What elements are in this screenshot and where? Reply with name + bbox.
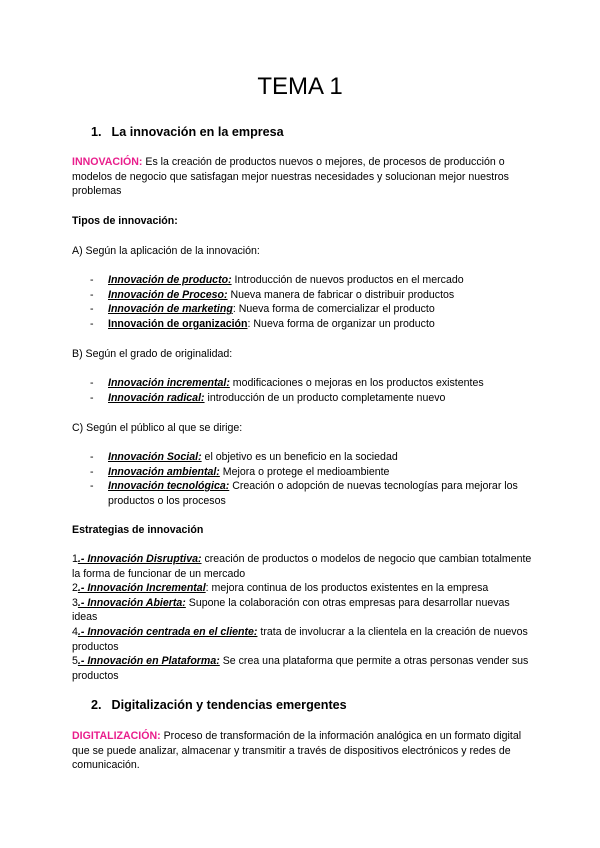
- list-item-term: Innovación de Proceso:: [108, 288, 228, 301]
- section-2-number: 2.: [91, 698, 102, 712]
- list-item-desc: Nueva manera de fabricar o distribuir productos: [227, 288, 455, 301]
- list-item-term: Innovación ambiental:: [108, 465, 220, 478]
- types-heading: Tipos de innovación:: [72, 215, 178, 227]
- section-2-title: Digitalización y tendencias emergentes: [111, 698, 347, 712]
- group-b-list: [0, 376, 520, 405]
- strategy-number: 3: [72, 596, 78, 609]
- list-item-desc: : Nueva forma de comercializar el producto: [232, 303, 435, 316]
- strategy-desc: Supone la colaboración con otras empresas para desarrollar nuevas ideas: [72, 596, 510, 624]
- list-item-term: Innovación tecnológica:: [108, 480, 230, 493]
- list-item-desc: el objetivo es un beneficio en la sociedad: [201, 451, 398, 463]
- page-title: TEMA 1: [257, 73, 343, 100]
- list-item: [0, 273, 520, 288]
- innovacion-definition-text: Es la creación de productos nuevos o mejores, de procesos de producción o modelos de negocio que satisfagan mejor nuestras necesidades y solucionan mejor nuestros problemas: [72, 156, 509, 198]
- list-item: [0, 465, 520, 480]
- section-1-title: La innovación en la empresa: [111, 125, 284, 139]
- strategy-number: 1: [72, 553, 78, 565]
- list-item-desc: introducción de un producto completamente nuevo: [204, 391, 446, 404]
- section-1-number: 1.: [91, 125, 102, 139]
- list-item-term: Innovación incremental:: [108, 377, 230, 389]
- strategy-item: [72, 596, 532, 625]
- list-item: [0, 288, 520, 303]
- strategy-term: .- Innovación Incremental: [77, 582, 206, 595]
- strategy-number: 4: [72, 625, 78, 638]
- list-item-desc: modificaciones o mejoras en los productos existentes: [229, 377, 484, 389]
- list-item-desc: : Nueva forma de organizar un producto: [247, 317, 435, 330]
- digitalizacion-keyword: DIGITALIZACIÓN:: [72, 730, 161, 742]
- strategy-desc: trata de involucrar a la clientela en la creación de nuevos productos: [72, 625, 528, 653]
- list-item-term: Innovación radical:: [108, 391, 205, 404]
- digitalizacion-definition-text: Proceso de transformación de la información analógica en un formato digital que se puede analizar, almacenar y transmitir a través de dispositivos electrónicos y redes de comunicación.: [72, 730, 522, 772]
- strategy-item: [72, 581, 532, 596]
- list-item-term: Innovación de organización: [108, 317, 248, 330]
- digitalizacion-definition: [72, 729, 532, 773]
- list-item: [0, 391, 520, 406]
- list-item: [0, 376, 520, 391]
- innovacion-keyword: INNOVACIÓN:: [72, 156, 143, 168]
- group-c-list: [0, 450, 520, 508]
- section-2-heading: [91, 697, 347, 713]
- list-item: [0, 479, 520, 508]
- strategy-term: .- Innovación Abierta:: [77, 596, 186, 609]
- strategy-number: 5: [72, 655, 78, 668]
- strategy-desc: : mejora continua de los productos existentes en la empresa: [205, 582, 489, 595]
- group-b-label: B) Según el grado de originalidad:: [72, 348, 233, 360]
- list-item: [0, 302, 520, 317]
- strategies-heading: Estrategias de innovación: [72, 524, 204, 536]
- strategy-term: .- Innovación centrada en el cliente:: [77, 625, 258, 638]
- strategy-term: .- Innovación Disruptiva:: [77, 553, 202, 565]
- list-item: [0, 317, 520, 332]
- strategy-item: [72, 654, 532, 683]
- strategy-item: [72, 552, 532, 581]
- list-item-desc: Introducción de nuevos productos en el mercado: [231, 274, 464, 286]
- group-c-label: C) Según el público al que se dirige:: [72, 422, 243, 434]
- list-item-desc: Creación o adopción de nuevas tecnologías para mejorar los productos o los procesos: [108, 480, 518, 507]
- list-item-term: Innovación de producto:: [108, 274, 232, 286]
- group-a-list: [0, 273, 520, 331]
- section-1-heading: [91, 124, 284, 140]
- strategy-desc: creación de productos o modelos de negocio que cambian totalmente la forma de funcionar de un mercado: [72, 553, 532, 580]
- list-item: [0, 450, 520, 465]
- strategy-item: [72, 625, 532, 654]
- list-item-desc: Mejora o protege el medioambiente: [219, 465, 390, 478]
- strategy-number: 2: [72, 582, 78, 595]
- innovacion-definition: [72, 155, 532, 199]
- group-a-label: A) Según la aplicación de la innovación:: [72, 245, 260, 257]
- strategy-term: .- Innovación en Plataforma:: [77, 655, 220, 668]
- list-item-term: Innovación de marketing: [108, 303, 233, 316]
- strategies-list: [72, 552, 532, 683]
- list-item-term: Innovación Social:: [108, 451, 202, 463]
- strategy-desc: Se crea una plataforma que permite a otras personas vender sus productos: [72, 655, 529, 682]
